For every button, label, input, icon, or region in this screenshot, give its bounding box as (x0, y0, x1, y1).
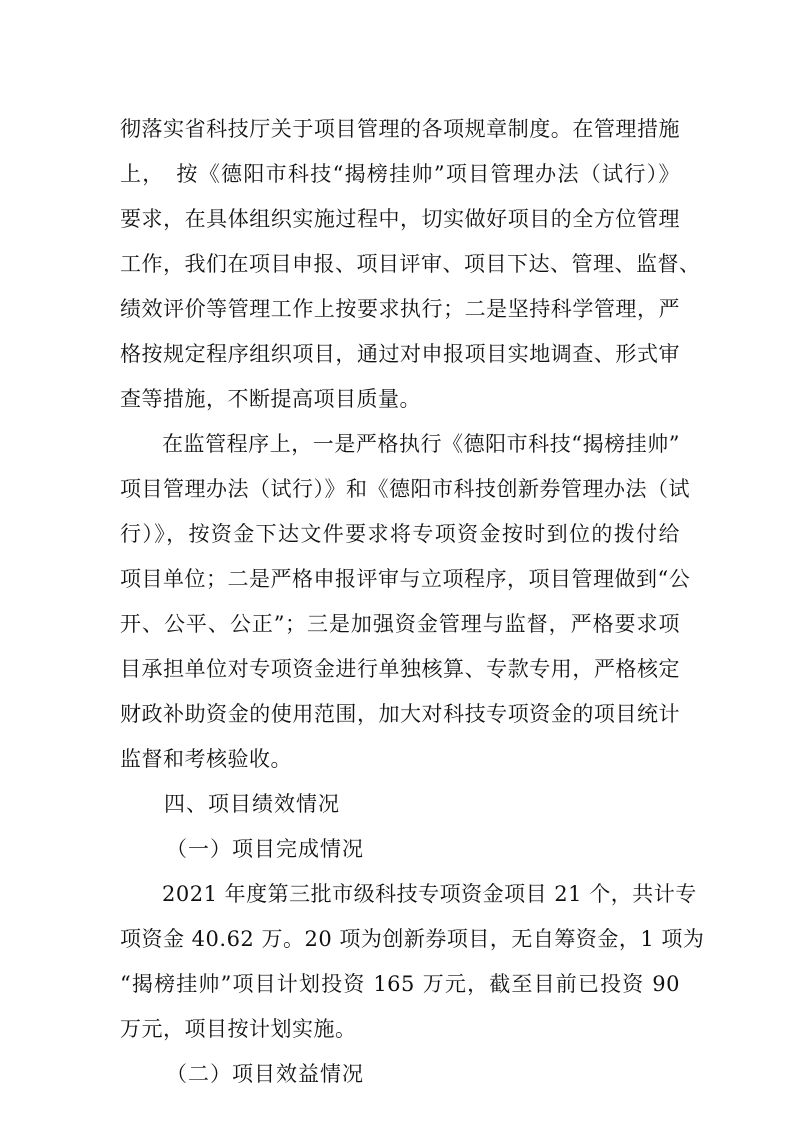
paragraph-line: 彻落实省科技厅关于项目管理的各项规章制度。在管理措施 (120, 117, 680, 141)
paragraph-line: 工作，我们在项目申报、项目评审、项目下达、管理、监督、 (120, 252, 701, 276)
paragraph-line: 开、公平、公正”；三是加强资金管理与监督，严格要求项 (120, 612, 680, 636)
paragraph-line: “揭榜挂帅”项目计划投资 165 万元，截至目前已投资 90 (120, 972, 680, 996)
paragraph-line: 万元，项目按计划实施。 (120, 1017, 357, 1041)
paragraph-line: 查等措施，不断提高项目质量。 (120, 387, 421, 411)
subsection-heading: （一）项目完成情况 (166, 837, 364, 861)
paragraph-line: 上， 按《德阳市科技“揭榜挂帅”项目管理办法（试行）》 (120, 162, 680, 186)
paragraph-line: 格按规定程序组织项目，通过对申报项目实地调查、形式审 (120, 342, 680, 366)
paragraph-line: 绩效评价等管理工作上按要求执行；二是坚持科学管理，严 (120, 297, 680, 321)
paragraph-line: 项资金 40.62 万。20 项为创新券项目，无自筹资金，1 项为 (120, 927, 705, 951)
paragraph-line: 目承担单位对专项资金进行单独核算、专款专用，严格核定 (120, 657, 680, 681)
subsection-heading: （二）项目效益情况 (166, 1062, 364, 1086)
paragraph-line: 项目单位；二是严格申报评审与立项程序，项目管理做到“公 (120, 567, 691, 591)
paragraph-line: 行）》，按资金下达文件要求将专项资金按时到位的拨付给 (120, 522, 680, 546)
paragraph-line: 财政补助资金的使用范围，加大对科技专项资金的项目统计 (120, 702, 680, 726)
paragraph-line: 在监管程序上，一是严格执行《德阳市科技“揭榜挂帅” (162, 432, 680, 456)
paragraph-line: 2021 年度第三批市级科技专项资金项目 21 个，共计专 (162, 882, 697, 906)
paragraph-line: 要求，在具体组织实施过程中，切实做好项目的全方位管理 (120, 207, 680, 231)
section-heading: 四、项目绩效情况 (164, 792, 340, 816)
paragraph-line: 项目管理办法（试行）》和《德阳市科技创新券管理办法（试 (120, 477, 690, 501)
paragraph-line: 监督和考核验收。 (120, 747, 292, 771)
